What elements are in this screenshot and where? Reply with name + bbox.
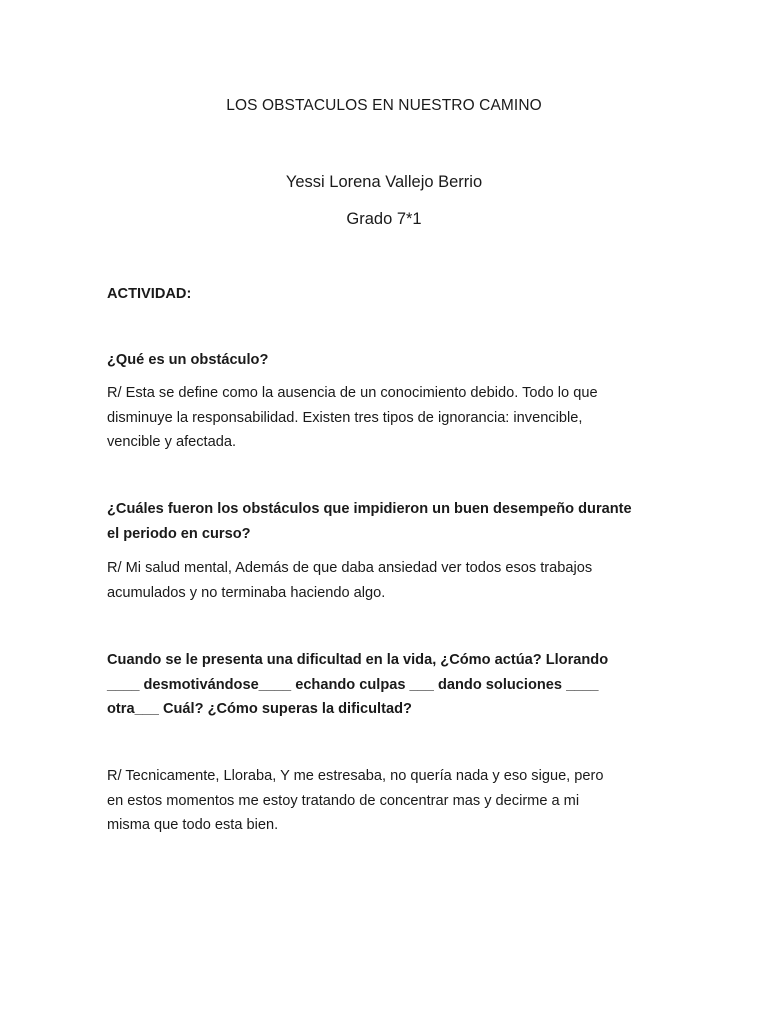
answer-2: R/ Mi salud mental, Además de que daba ansiedad ver todos esos trabajos acumulados y no terminaba haciendo algo. bbox=[107, 560, 593, 601]
activity-heading: ACTIVIDAD: bbox=[107, 286, 192, 302]
question-2: ¿Cuáles fueron los obstáculos que impidieron un buen desempeño durante el periodo en curso? bbox=[107, 501, 632, 542]
grade-label: Grado 7*1 bbox=[346, 210, 422, 228]
document-title: LOS OBSTACULOS EN NUESTRO CAMINO bbox=[226, 97, 542, 114]
answer-3: R/ Tecnicamente, Lloraba, Y me estresaba, no quería nada y eso sigue, pero en estos momentos me estoy tratando de concentrar mas y decirme a mi misma que todo esta bien. bbox=[107, 768, 604, 833]
question-3: Cuando se le presenta una dificultad en la vida, ¿Cómo actúa? Llorando ____ desmotivándose____ echando culpas ___ dando soluciones ____ otra___ Cuál? ¿Cómo superas la dificultad? bbox=[107, 652, 609, 717]
question-1: ¿Qué es un obstáculo? bbox=[107, 352, 269, 368]
author-name: Yessi Lorena Vallejo Berrio bbox=[285, 173, 483, 191]
answer-1: R/ Esta se define como la ausencia de un conocimiento debido. Todo lo que disminuye la responsabilidad. Existen tres tipos de ignorancia: invencible, vencible y afectada. bbox=[107, 385, 598, 450]
